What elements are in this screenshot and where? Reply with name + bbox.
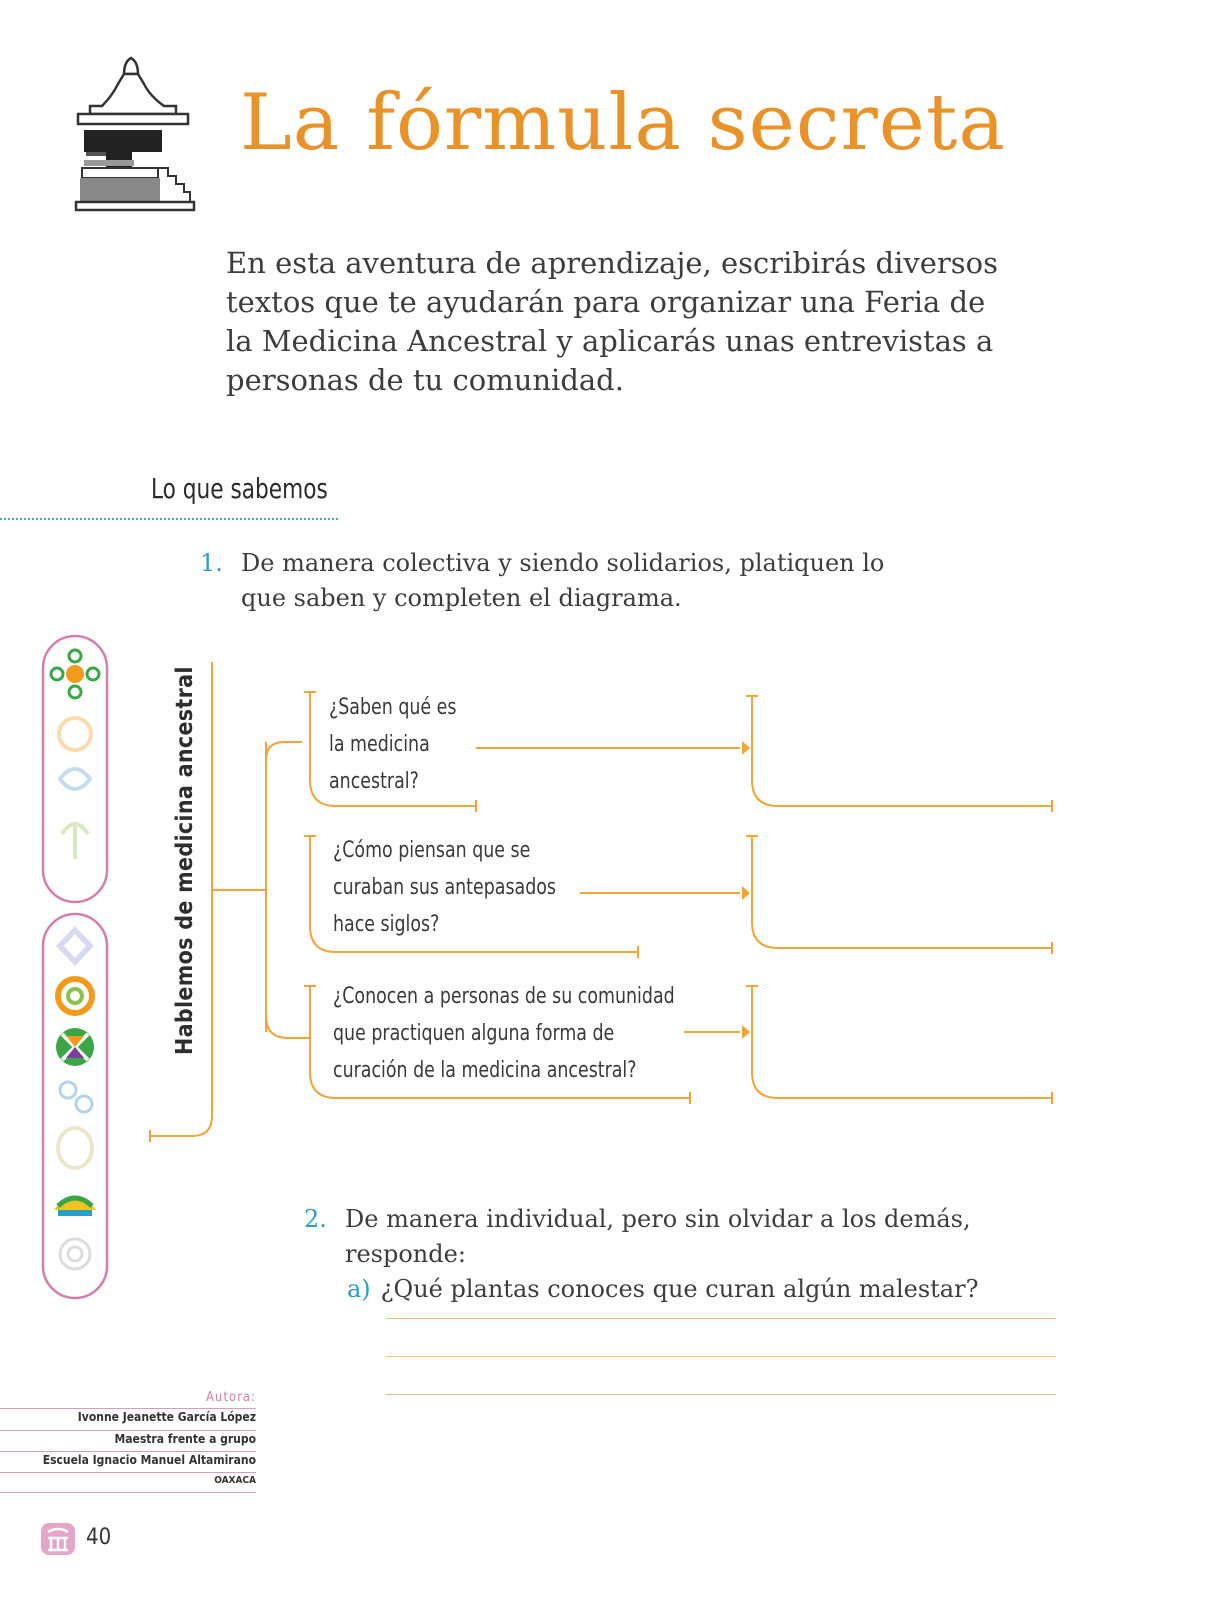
question-1-number: 1. xyxy=(200,549,223,577)
credits-school: Escuela Ignacio Manuel Altamirano xyxy=(42,1453,256,1467)
question-1-text: De manera colectiva y siendo solidarios, platiquen lo que saben y completen el diagrama. xyxy=(241,549,885,612)
credits-divider xyxy=(0,1408,256,1409)
credits-divider xyxy=(0,1451,256,1452)
glyph-icon xyxy=(40,1522,76,1556)
answer-line[interactable] xyxy=(386,1318,1056,1319)
answer-line[interactable] xyxy=(386,1356,1056,1357)
question-2a-text: ¿Qué plantas conoces que curan algún malestar? xyxy=(380,1275,979,1303)
diagram-branch-1: ¿Saben qué es la medicina ancestral? xyxy=(329,695,457,794)
credits-name: Ivonne Jeanette García López xyxy=(77,1410,256,1424)
credits-role: Maestra frente a grupo xyxy=(114,1432,256,1446)
credits-divider xyxy=(0,1472,256,1473)
section-title: Lo que sabemos xyxy=(151,472,328,505)
intro-paragraph: En esta aventura de aprendizaje, escribirás diversos textos que te ayudarán para organizar una Feria de la Medicina Ancestral y aplicarás unas entrevistas a personas de tu comunidad. xyxy=(226,246,998,397)
page-title: La fórmula secreta xyxy=(240,78,1006,168)
question-2a-letter: a) xyxy=(347,1275,371,1303)
diagram-branch-3: ¿Conocen a personas de su comunidad que practiquen alguna forma de curación de la medicina ancestral? xyxy=(333,984,675,1083)
question-2-text: De manera individual, pero sin olvidar a los demás, responde: xyxy=(345,1205,971,1268)
diagram-branch-2: ¿Cómo piensan que se curaban sus antepasados hace siglos? xyxy=(333,838,557,937)
question-2a xyxy=(347,1272,978,1307)
question-2-number: 2. xyxy=(304,1205,327,1233)
credits-state: OAXACA xyxy=(214,1475,256,1486)
credits-divider xyxy=(0,1430,256,1431)
diagram-root-label: Hablemos de medicina ancestral xyxy=(172,666,198,1055)
credits-divider xyxy=(0,1492,256,1493)
answer-line[interactable] xyxy=(386,1394,1056,1395)
page-number: 40 xyxy=(86,1525,112,1550)
credits-label: Autora: xyxy=(205,1390,256,1405)
